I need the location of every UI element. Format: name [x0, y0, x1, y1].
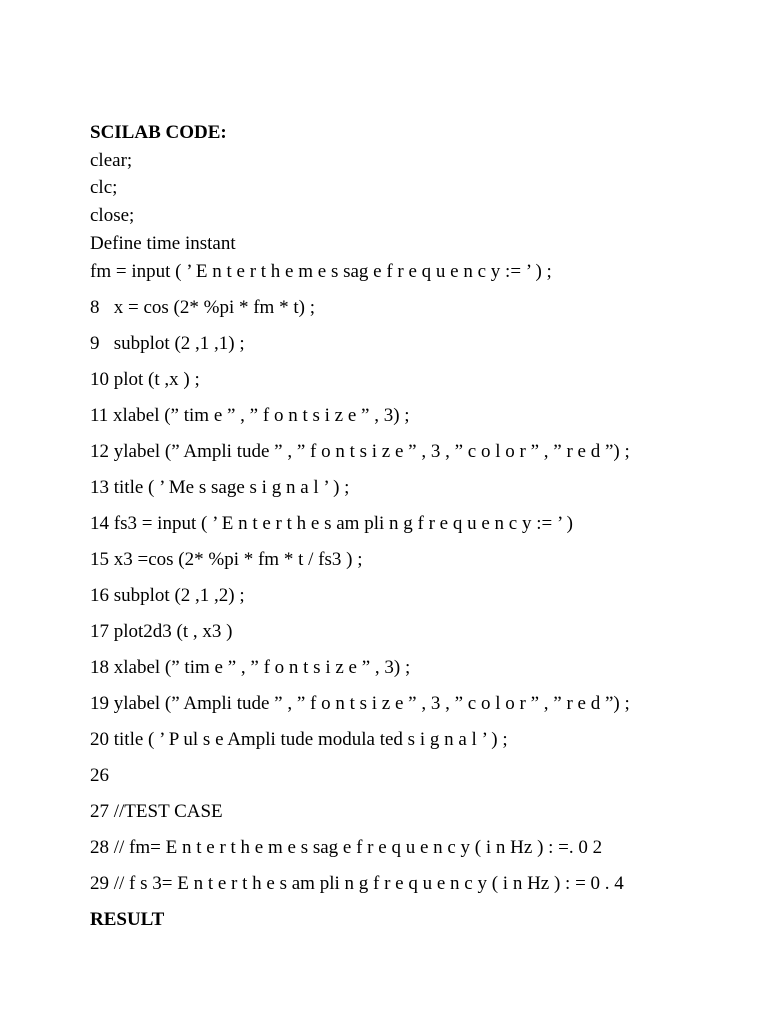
code-line-13: 13 title ( ’ Me s sage s i g n a l ’ ) ;: [90, 477, 350, 498]
code-line-14: 14 fs3 = input ( ’ E n t e r t h e s am pli n g f r e q u e n c y := ’ ): [90, 513, 573, 534]
code-line-28: 28 // fm= E n t e r t h e m e s sag e f r e q u e n c y ( i n Hz ) : =. 0 2: [90, 837, 603, 858]
code-line-15: 15 x3 =cos (2* %pi * fm * t / fs3 ) ;: [90, 549, 363, 570]
code-line-17: 17 plot2d3 (t , x3 ): [90, 621, 233, 642]
code-line-8: 8 x = cos (2* %pi * fm * t) ;: [90, 297, 315, 318]
code-line-11: 11 xlabel (” tim e ” , ” f o n t s i z e ” , 3) ;: [90, 405, 410, 426]
heading-result: RESULT: [90, 909, 165, 930]
code-line-close: close;: [90, 205, 135, 226]
code-line-comment: Define time instant: [90, 233, 236, 254]
code-line-clc: clc;: [90, 177, 118, 198]
code-line-20: 20 title ( ’ P ul s e Ampli tude modula ted s i g n a l ’ ) ;: [90, 729, 508, 750]
code-line-clear: clear;: [90, 150, 133, 171]
code-line-fm-input: fm = input ( ’ E n t e r t h e m e s sag e f r e q u e n c y := ’ ) ;: [90, 261, 552, 282]
code-line-26: 26: [90, 765, 109, 786]
code-line-18: 18 xlabel (” tim e ” , ” f o n t s i z e ” , 3) ;: [90, 657, 411, 678]
code-line-10: 10 plot (t ,x ) ;: [90, 369, 200, 390]
code-line-29: 29 // f s 3= E n t e r t h e s am pli n g f r e q u e n c y ( i n Hz ) : = 0 . 4: [90, 873, 624, 894]
code-line-9: 9 subplot (2 ,1 ,1) ;: [90, 333, 245, 354]
code-line-16: 16 subplot (2 ,1 ,2) ;: [90, 585, 245, 606]
code-line-19: 19 ylabel (” Ampli tude ” , ” f o n t s i z e ” , 3 , ” c o l o r ” , ” r e d ”) ;: [90, 693, 630, 714]
code-line-27: 27 //TEST CASE: [90, 801, 223, 822]
code-line-12: 12 ylabel (” Ampli tude ” , ” f o n t s i z e ” , 3 , ” c o l o r ” , ” r e d ”) ;: [90, 441, 630, 462]
heading-scilab-code: SCILAB CODE:: [90, 122, 227, 143]
